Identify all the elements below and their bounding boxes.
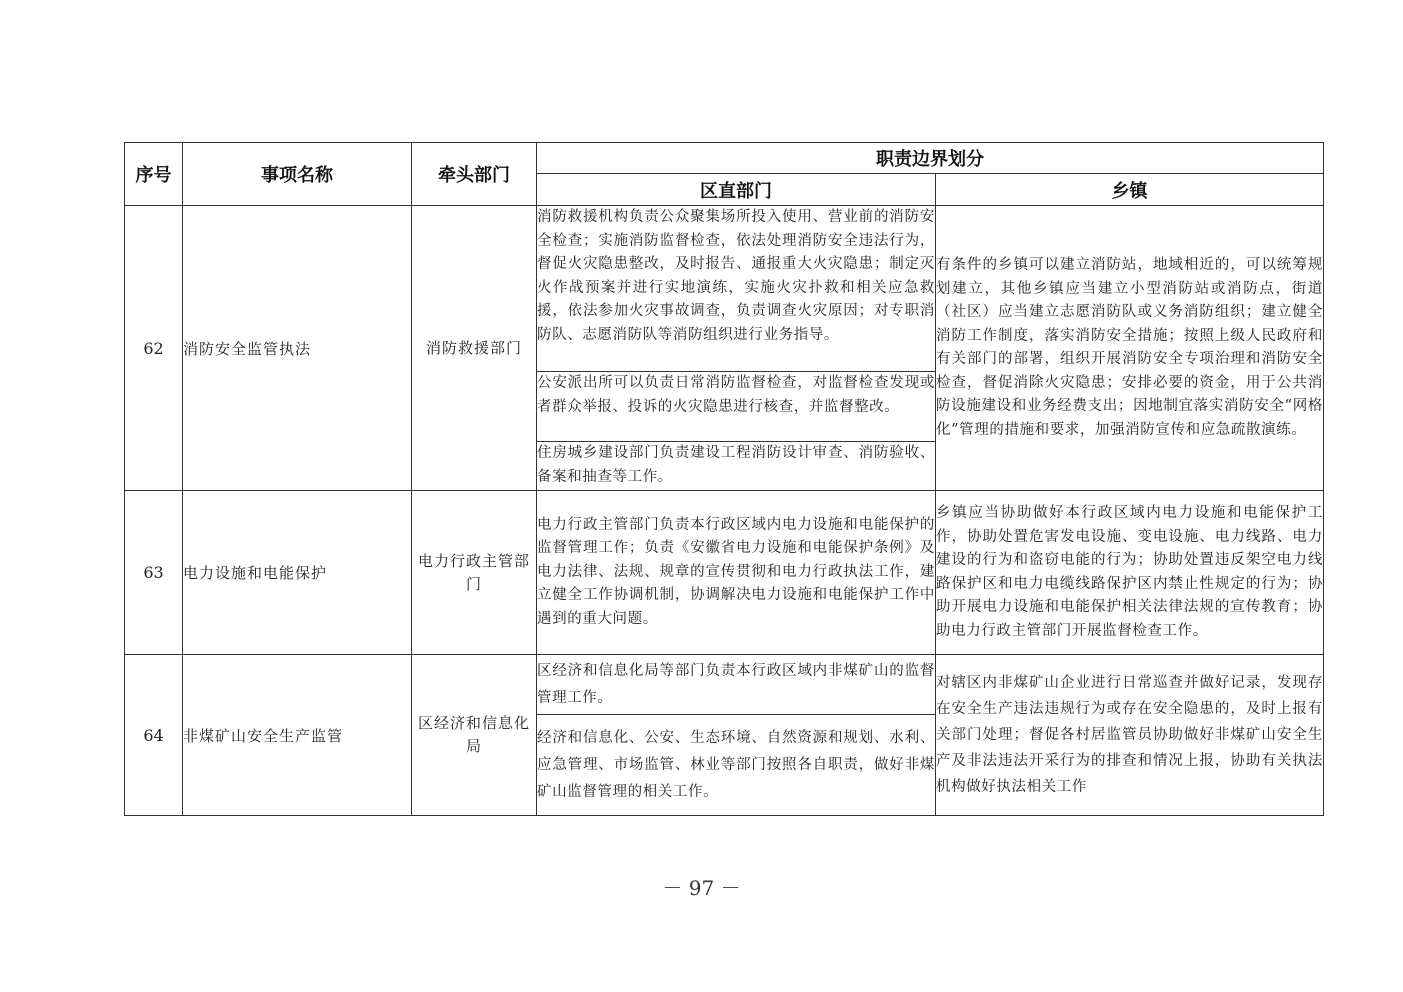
district-duty-cell: 电力行政主管部门负责本行政区域内电力设施和电能保护的监督管理工作；负责《安徽省电力设施和电能保护条例》及电力法律、法规、规章的宣传贯彻和电力行政执法工作，建立健全工作协调机制，协调解决电力设施和电能保护工作中遇到的重大问题。 xyxy=(537,491,936,655)
table-row-64 xyxy=(125,655,1324,715)
header-item-name: 事项名称 xyxy=(183,143,412,206)
header-seq: 序号 xyxy=(125,143,183,206)
header-row-1 xyxy=(125,143,1324,174)
town-duty-cell: 有条件的乡镇可以建立消防站，地域相近的，可以统筹规划建立，其他乡镇应当建立小型消防站或消防点，街道（社区）应当建立志愿消防队或义务消防组织；建立健全消防工作制度，落实消防安全措施；按照上级人民政府和有关部门的部署，组织开展消防安全专项治理和消防安全检查，督促消除火灾隐患；安排必要的资金，用于公共消防设施建设和业务经费支出；因地制宜落实消防安全“网格化”管理的措施和要求，加强消防宣传和应急疏散演练。 xyxy=(936,206,1324,491)
item-name: 电力设施和电能保护 xyxy=(183,491,412,655)
town-duty-cell: 对辖区内非煤矿山企业进行日常巡查并做好记录，发现存在安全生产违法违规行为或存在安全隐患的，及时上报有关部门处理；督促各村居监管员协助做好非煤矿山安全生产及非法违法开采行为的排查和情况上报，协助有关执法机构做好执法相关工作 xyxy=(936,655,1324,816)
lead-department: 消防救援部门 xyxy=(412,206,537,491)
page-number: － 97 － xyxy=(662,876,741,900)
row-number: 63 xyxy=(125,491,183,655)
row-number: 64 xyxy=(125,655,183,816)
town-duty-cell: 乡镇应当协助做好本行政区域内电力设施和电能保护工作，协助处置危害发电设施、变电设施、电力线路、电力建设的行为和盗窃电能的行为；协助处置违反架空电力线路保护区和电力电缆线路保护区内禁止性规定的行为；协助开展电力设施和电能保护相关法律法规的宣传教育；协助电力行政主管部门开展监督检查工作。 xyxy=(936,491,1324,655)
district-duty-cell: 消防救援机构负责公众聚集场所投入使用、营业前的消防安全检查；实施消防监督检查，依法处理消防安全违法行为，督促火灾隐患整改，及时报告、通报重大火灾隐患；制定灭火作战预案并进行实地演练，实施火灾扑救和相关应急救援，依法参加火灾事故调查，负责调查火灾原因；对专职消防队、志愿消防队等消防组织进行业务指导。 xyxy=(537,206,936,372)
table-row-63 xyxy=(125,491,1324,655)
district-duty-cell: 公安派出所可以负责日常消防监督检查，对监督检查发现或者群众举报、投诉的火灾隐患进行核查，并监督整改。 xyxy=(537,372,936,442)
header-district-dept: 区直部门 xyxy=(537,174,936,206)
lead-department: 区经济和信息化局 xyxy=(412,655,537,816)
header-lead-dept: 牵头部门 xyxy=(412,143,537,206)
lead-department: 电力行政主管部门 xyxy=(412,491,537,655)
row-number: 62 xyxy=(125,206,183,491)
item-name: 非煤矿山安全生产监管 xyxy=(183,655,412,816)
table-row-62 xyxy=(125,206,1324,372)
item-name: 消防安全监管执法 xyxy=(183,206,412,491)
district-duty-cell: 区经济和信息化局等部门负责本行政区域内非煤矿山的监督管理工作。 xyxy=(537,655,936,715)
district-duty-cell: 住房城乡建设部门负责建设工程消防设计审查、消防验收、备案和抽查等工作。 xyxy=(537,442,936,491)
duty-boundary-table xyxy=(124,142,1324,816)
district-duty-cell: 经济和信息化、公安、生态环境、自然资源和规划、水利、应急管理、市场监管、林业等部门按照各自职责，做好非煤矿山监督管理的相关工作。 xyxy=(537,715,936,816)
header-duty-division: 职责边界划分 xyxy=(537,143,1324,174)
header-town: 乡镇 xyxy=(936,174,1324,206)
